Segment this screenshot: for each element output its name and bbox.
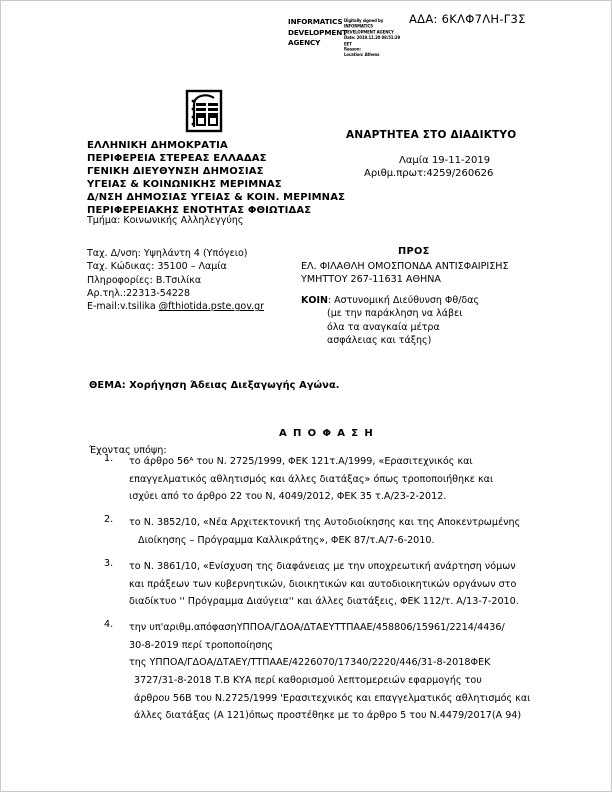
signature-detail-line: Location: Athens <box>344 52 380 58</box>
item-body <box>129 514 531 549</box>
item-line: και πράξεων των κυβερνητικών, διοικητικών και αυτοδιοικητικών οργάνων στο <box>129 578 517 590</box>
recipient-line: ΕΛ. ΦΙΛΑΘΛΗ ΟΜΟΣΠΟΝΔΑ ΑΝΤΙΣΦΑΙΡΙΣΗΣ <box>301 261 509 272</box>
protocol-number: Αριθμ.πρωτ:4259/260626 <box>364 168 494 179</box>
legal-reference-list <box>99 453 531 733</box>
recipient-line: ΥΜΗΤΤΟΥ 267-11631 ΑΘΗΝΑ <box>301 274 441 286</box>
organization-line: ΕΛΛΗΝΙΚΗ ΔΗΜΟΚΡΑΤΙΑ <box>87 140 228 151</box>
item-line: Διοίκησης – Πρόγραμμα Καλλικράτης», ΦΕΚ 87/τ.Α/7-6-2010. <box>138 534 435 546</box>
item-line: 30-8-2019 περί τροποποίησης <box>129 639 274 651</box>
item-line: άρθρου 56Β του Ν.2725/1999 'Ερασιτεχνικός και επαγγελματικός αθλητισμός και <box>134 692 531 704</box>
signature-detail-line: INFORMATICS <box>344 23 373 29</box>
cc-note-line: ασφάλειας και τάξης) <box>327 335 432 347</box>
item-line: διαδίκτυο '' Πρόγραμμα Διαύγεια'' και άλλες διατάξεις, ΦΕΚ 112/τ. Α/13-7-2010. <box>129 596 519 608</box>
greek-coat-of-arms-icon <box>185 89 225 133</box>
publication-notice: ΑΝΑΡΤΗΤΕΑ ΣΤΟ ΔΙΑΔΙΚΤΥΟ <box>346 129 517 141</box>
item-line: 3727/31-8-2018 Τ.Β ΚΥΑ περί καθορισμού λεπτομερειών εφαρμογής του <box>134 675 482 687</box>
item-number: 2. <box>104 514 114 526</box>
organization-line: ΠΕΡΙΦΕΡΕΙΑΚΗΣ ΕΝΟΤΗΤΑΣ ΦΘΙΩΤΙΔΑΣ <box>87 205 312 217</box>
place-date: Λαμία 19-11-2019 <box>399 155 491 166</box>
subject-line: ΘΕΜΑ: Χορήγηση Άδειας Διεξαγωγής Αγώνα. <box>89 380 340 391</box>
item-body <box>129 453 531 506</box>
signature-detail-line: Date: 2019.11.20 08:51:29 <box>344 35 401 41</box>
item-line: την υπ'αριθμ.απόφασηΥΠΠΟΑ/ΓΔΟΑ/ΔΤΑΕΥΤΤΠΑΑΕ/458806/15961/2214/4436/ <box>129 622 505 634</box>
contact-block <box>87 247 264 313</box>
organization-line: ΠΕΡΙΦΕΡΕΙΑ ΣΤΕΡΕΑΣ ΕΛΛΑΔΑΣ <box>87 153 267 165</box>
contact-person: Πληροφορίες: Β.Τσιλίκα <box>87 274 202 286</box>
organization-line: ΥΓΕΙΑΣ & ΚΟΙΝΩΝΙΚΗΣ ΜΕΡΙΜΝΑΣ <box>87 179 282 191</box>
cc-note-line: (με την παράκληση να λάβει <box>327 308 463 320</box>
contact-email <box>87 300 264 313</box>
signature-detail-line: Digitally signed by <box>344 18 384 24</box>
cc-recipient: : Αστυνομική Διεύθυνση Φθ/δας <box>327 295 480 306</box>
digital-signature-stamp <box>288 17 408 59</box>
item-line: το Ν. 3852/10, «Νέα Αρχιτεκτονική της Αυτοδιοίκησης και της Αποκεντρωμένης <box>129 517 521 529</box>
item-body <box>129 619 531 725</box>
item-line: το Ν. 3861/10, «Ενίσχυση της διαφάνειας με την υποχρεωτική ανάρτηση νόμων <box>129 560 516 572</box>
signature-detail-line: DEVELOPMENT AGENCY <box>344 29 394 35</box>
list-item <box>99 558 531 611</box>
organization-header <box>87 139 345 218</box>
signature-agency-name: INFORMATICS DEVELOPMENT AGENCY <box>288 17 347 47</box>
preamble-text: Έχοντας υπόψη: <box>89 445 167 456</box>
contact-phone: Αρ.τηλ.:22313-54228 <box>87 287 191 299</box>
recipient-lines <box>301 260 509 287</box>
postal-address: Ταχ. Δ/νση: Υψηλάντη 4 (Υπόγειο) <box>87 248 248 259</box>
item-body <box>129 558 531 611</box>
organization-line: Δ/ΝΣΗ ΔΗΜΟΣΙΑΣ ΥΓΕΙΑΣ & ΚΟΙΝ. ΜΕΡΙΜΝΑΣ <box>87 192 346 204</box>
cc-block <box>301 294 479 348</box>
item-line: της ΥΠΠΟΑ/ΓΔΟΑ/ΔΤΑΕΥ/ΤΤΠΑΑΕ/4226070/17340/2220/446/31-8-2018ΦΕΚ <box>129 657 491 669</box>
signature-detail-line: Reason: <box>344 46 361 52</box>
email-prefix: E-mail:v.tsilika <box>87 301 159 313</box>
item-number: 4. <box>104 619 114 631</box>
cc-label: ΚΟΙΝ <box>301 295 328 306</box>
signature-detail-line: EET <box>344 40 352 46</box>
item-line: το άρθρο 56ᴬ του Ν. 2725/1999, ΦΕΚ 121τ.Α/1999, «Ερασιτεχνικός και <box>129 456 473 467</box>
postal-code: Ταχ. Κώδικας: 35100 – Λαμία <box>87 261 227 273</box>
item-number: 1. <box>104 453 114 464</box>
email-link[interactable]: @fthiotida.pste.gov.gr <box>158 301 265 313</box>
department-line: Τμήμα: Κοινωνικής Αλληλεγγύης <box>87 215 244 226</box>
signature-details <box>344 18 408 58</box>
item-line: άλλες διατάξας (Α 121)όπως προστέθηκε με το άρθρο 5 του Ν.4479/2017(Α 94) <box>134 710 522 722</box>
cc-note-line: όλα τα αναγκαία μέτρα <box>327 321 440 333</box>
decision-heading: Α Π Ο Φ Α Σ Η <box>279 428 375 439</box>
list-item <box>99 619 531 725</box>
list-item <box>99 453 531 506</box>
cc-first-line <box>301 294 479 307</box>
list-item <box>99 514 531 549</box>
ada-code: ΑΔΑ: 6ΚΛΦ7ΛΗ-Γ3Σ <box>409 12 526 26</box>
item-line: επαγγελματικός αθλητισμός και άλλες διατάξας» όπως τροποποιήθηκε και <box>129 473 494 485</box>
item-line: ισχύει από το άρθρο 22 του Ν, 4049/2012, ΦΕΚ 35 τ.Α/23-2-2012. <box>129 491 447 503</box>
organization-line: ΓΕΝΙΚΗ ΔΙΕΥΘΥΝΣΗ ΔΗΜΟΣΙΑΣ <box>87 166 264 178</box>
recipient-label: ΠΡΟΣ <box>398 246 430 257</box>
item-number: 3. <box>104 557 114 569</box>
